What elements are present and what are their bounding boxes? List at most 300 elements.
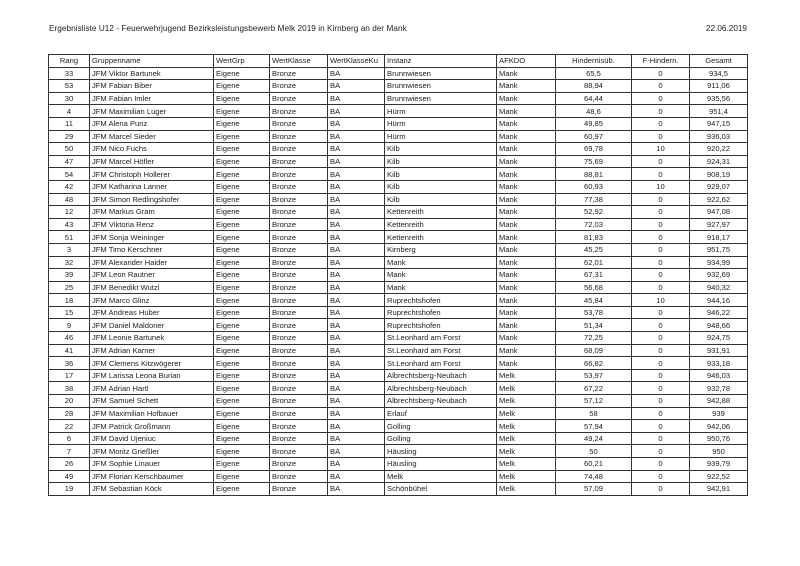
cell-gesamt: 934,5 — [690, 67, 748, 80]
cell-f-hindern: 0 — [632, 382, 690, 395]
cell-rang: 17 — [49, 369, 90, 382]
cell-wertgrp: Eigene — [214, 445, 270, 458]
cell-wertklasseku: BA — [328, 130, 385, 143]
cell-f-hindern: 0 — [632, 281, 690, 294]
cell-afkdo: Melk — [497, 407, 556, 420]
cell-f-hindern: 0 — [632, 407, 690, 420]
cell-afkdo: Mank — [497, 281, 556, 294]
cell-gesamt: 942,91 — [690, 483, 748, 496]
cell-wertgrp: Eigene — [214, 470, 270, 483]
cell-wertklasseku: BA — [328, 407, 385, 420]
cell-wertgrp: Eigene — [214, 105, 270, 118]
cell-hindernisueb: 52,92 — [556, 206, 632, 219]
cell-afkdo: Melk — [497, 432, 556, 445]
cell-wertklasse: Bronze — [270, 382, 328, 395]
cell-gruppenname: JFM Viktor Bartunek — [90, 67, 214, 80]
cell-gesamt: 950 — [690, 445, 748, 458]
cell-hindernisueb: 62,01 — [556, 256, 632, 269]
table-row — [49, 80, 748, 93]
cell-wertklasseku: BA — [328, 445, 385, 458]
table-row — [49, 382, 748, 395]
cell-hindernisueb: 69,78 — [556, 143, 632, 156]
cell-gruppenname: JFM Sonja Weininger — [90, 231, 214, 244]
col-wertklasse: WertKlasse — [270, 55, 328, 68]
cell-wertgrp: Eigene — [214, 256, 270, 269]
cell-wertklasseku: BA — [328, 105, 385, 118]
cell-wertklasseku: BA — [328, 67, 385, 80]
cell-wertklasseku: BA — [328, 92, 385, 105]
cell-f-hindern: 0 — [632, 395, 690, 408]
cell-gesamt: 942,88 — [690, 395, 748, 408]
cell-afkdo: Mank — [497, 243, 556, 256]
cell-wertklasseku: BA — [328, 281, 385, 294]
cell-hindernisueb: 51,34 — [556, 319, 632, 332]
cell-f-hindern: 0 — [632, 256, 690, 269]
cell-wertklasseku: BA — [328, 80, 385, 93]
cell-gruppenname: JFM Fabian Imler — [90, 92, 214, 105]
table-row — [49, 407, 748, 420]
cell-gruppenname: JFM Maximilian Hofbauer — [90, 407, 214, 420]
cell-instanz: Ruprechtshofen — [385, 294, 497, 307]
cell-rang: 20 — [49, 395, 90, 408]
cell-wertklasseku: BA — [328, 243, 385, 256]
cell-wertklasseku: BA — [328, 483, 385, 496]
table-row — [49, 294, 748, 307]
cell-gesamt: 950,76 — [690, 432, 748, 445]
table-row — [49, 180, 748, 193]
cell-gruppenname: JFM Daniel Maldoner — [90, 319, 214, 332]
cell-f-hindern: 10 — [632, 294, 690, 307]
cell-afkdo: Mank — [497, 294, 556, 307]
cell-instanz: St.Leonhard am Forst — [385, 332, 497, 345]
cell-wertklasse: Bronze — [270, 432, 328, 445]
cell-gruppenname: JFM Sebastian Köck — [90, 483, 214, 496]
cell-afkdo: Mank — [497, 357, 556, 370]
cell-f-hindern: 0 — [632, 344, 690, 357]
cell-f-hindern: 0 — [632, 369, 690, 382]
table-row — [49, 256, 748, 269]
cell-wertklasseku: BA — [328, 306, 385, 319]
cell-rang: 11 — [49, 117, 90, 130]
cell-gesamt: 944,16 — [690, 294, 748, 307]
cell-instanz: Albrechtsberg-Neubach — [385, 395, 497, 408]
cell-wertklasseku: BA — [328, 344, 385, 357]
cell-wertklasse: Bronze — [270, 218, 328, 231]
document-title: Ergebnisliste U12 - Feuerwehrjugend Bezirksleistungsbewerb Melk 2019 in Kirnberg an der Mank — [49, 24, 407, 33]
col-f-hindern: F-Hindern. — [632, 55, 690, 68]
cell-instanz: Kilb — [385, 193, 497, 206]
cell-instanz: St.Leonhard am Forst — [385, 357, 497, 370]
cell-gruppenname: JFM Markus Gram — [90, 206, 214, 219]
cell-gruppenname: JFM Katharina Lanner — [90, 180, 214, 193]
cell-gesamt: 929,07 — [690, 180, 748, 193]
cell-wertgrp: Eigene — [214, 67, 270, 80]
cell-afkdo: Mank — [497, 180, 556, 193]
table-row — [49, 344, 748, 357]
cell-wertgrp: Eigene — [214, 382, 270, 395]
cell-wertgrp: Eigene — [214, 483, 270, 496]
cell-gruppenname: JFM Timo Kerschner — [90, 243, 214, 256]
cell-rang: 38 — [49, 382, 90, 395]
cell-wertgrp: Eigene — [214, 130, 270, 143]
cell-f-hindern: 0 — [632, 306, 690, 319]
table-row — [49, 281, 748, 294]
table-row — [49, 432, 748, 445]
cell-wertgrp: Eigene — [214, 117, 270, 130]
cell-hindernisueb: 74,48 — [556, 470, 632, 483]
cell-wertklasse: Bronze — [270, 306, 328, 319]
cell-wertgrp: Eigene — [214, 206, 270, 219]
cell-rang: 39 — [49, 269, 90, 282]
cell-instanz: Hürm — [385, 105, 497, 118]
table-row — [49, 168, 748, 181]
cell-wertgrp: Eigene — [214, 344, 270, 357]
cell-gruppenname: JFM Marcel Sieder — [90, 130, 214, 143]
cell-rang: 15 — [49, 306, 90, 319]
cell-hindernisueb: 58 — [556, 407, 632, 420]
cell-wertgrp: Eigene — [214, 218, 270, 231]
cell-afkdo: Mank — [497, 193, 556, 206]
cell-f-hindern: 0 — [632, 67, 690, 80]
col-rang: Rang — [49, 55, 90, 68]
cell-wertklasseku: BA — [328, 231, 385, 244]
cell-wertgrp: Eigene — [214, 143, 270, 156]
cell-instanz: Brunnwiesen — [385, 67, 497, 80]
table-row — [49, 193, 748, 206]
cell-gruppenname: JFM Andreas Huber — [90, 306, 214, 319]
cell-wertgrp: Eigene — [214, 180, 270, 193]
table-row — [49, 420, 748, 433]
cell-f-hindern: 0 — [632, 105, 690, 118]
cell-wertklasse: Bronze — [270, 420, 328, 433]
cell-wertgrp: Eigene — [214, 155, 270, 168]
cell-wertklasse: Bronze — [270, 344, 328, 357]
cell-wertklasse: Bronze — [270, 143, 328, 156]
cell-gruppenname: JFM Alexander Haider — [90, 256, 214, 269]
cell-wertklasse: Bronze — [270, 80, 328, 93]
cell-instanz: Albrechtsberg-Neubach — [385, 369, 497, 382]
cell-wertgrp: Eigene — [214, 395, 270, 408]
cell-wertklasse: Bronze — [270, 470, 328, 483]
cell-instanz: Golling — [385, 420, 497, 433]
cell-wertklasseku: BA — [328, 155, 385, 168]
cell-wertklasse: Bronze — [270, 395, 328, 408]
cell-wertklasse: Bronze — [270, 92, 328, 105]
cell-wertgrp: Eigene — [214, 432, 270, 445]
cell-rang: 28 — [49, 407, 90, 420]
cell-gesamt: 924,75 — [690, 332, 748, 345]
cell-gesamt: 924,31 — [690, 155, 748, 168]
cell-hindernisueb: 88,81 — [556, 168, 632, 181]
cell-gruppenname: JFM Florian Kerschbaumer — [90, 470, 214, 483]
cell-hindernisueb: 64,44 — [556, 92, 632, 105]
cell-gruppenname: JFM Larissa Leona Burian — [90, 369, 214, 382]
cell-wertklasse: Bronze — [270, 281, 328, 294]
cell-f-hindern: 0 — [632, 130, 690, 143]
cell-gruppenname: JFM Christoph Hollerer — [90, 168, 214, 181]
cell-gesamt: 935,56 — [690, 92, 748, 105]
cell-gesamt: 922,62 — [690, 193, 748, 206]
cell-rang: 7 — [49, 445, 90, 458]
cell-f-hindern: 0 — [632, 155, 690, 168]
cell-instanz: Kettenreith — [385, 231, 497, 244]
cell-wertklasseku: BA — [328, 319, 385, 332]
cell-wertklasse: Bronze — [270, 483, 328, 496]
cell-hindernisueb: 57,94 — [556, 420, 632, 433]
cell-rang: 47 — [49, 155, 90, 168]
cell-hindernisueb: 67,22 — [556, 382, 632, 395]
cell-gruppenname: JFM Samuel Schett — [90, 395, 214, 408]
cell-wertklasse: Bronze — [270, 269, 328, 282]
cell-rang: 22 — [49, 420, 90, 433]
cell-instanz: Kettenreith — [385, 206, 497, 219]
cell-gesamt: 939 — [690, 407, 748, 420]
cell-wertklasse: Bronze — [270, 231, 328, 244]
table-row — [49, 130, 748, 143]
cell-hindernisueb: 88,94 — [556, 80, 632, 93]
cell-rang: 4 — [49, 105, 90, 118]
cell-hindernisueb: 72,25 — [556, 332, 632, 345]
cell-rang: 9 — [49, 319, 90, 332]
cell-hindernisueb: 45,84 — [556, 294, 632, 307]
cell-f-hindern: 0 — [632, 470, 690, 483]
cell-gruppenname: JFM Simon Redlingshofer — [90, 193, 214, 206]
cell-gesamt: 948,66 — [690, 319, 748, 332]
cell-f-hindern: 10 — [632, 180, 690, 193]
cell-hindernisueb: 77,38 — [556, 193, 632, 206]
cell-wertgrp: Eigene — [214, 369, 270, 382]
cell-rang: 54 — [49, 168, 90, 181]
cell-instanz: Melk — [385, 470, 497, 483]
cell-gesamt: 934,99 — [690, 256, 748, 269]
table-row — [49, 458, 748, 471]
cell-wertklasse: Bronze — [270, 206, 328, 219]
cell-f-hindern: 0 — [632, 432, 690, 445]
cell-instanz: Kilb — [385, 180, 497, 193]
cell-rang: 51 — [49, 231, 90, 244]
cell-wertgrp: Eigene — [214, 420, 270, 433]
cell-rang: 50 — [49, 143, 90, 156]
cell-wertgrp: Eigene — [214, 332, 270, 345]
cell-instanz: Schönbühel — [385, 483, 497, 496]
cell-instanz: Hürm — [385, 117, 497, 130]
cell-f-hindern: 0 — [632, 319, 690, 332]
cell-wertgrp: Eigene — [214, 319, 270, 332]
cell-gruppenname: JFM David Ujeniuc — [90, 432, 214, 445]
cell-f-hindern: 0 — [632, 231, 690, 244]
table-row — [49, 369, 748, 382]
table-row — [49, 117, 748, 130]
cell-instanz: Kilb — [385, 143, 497, 156]
cell-afkdo: Mank — [497, 130, 556, 143]
cell-f-hindern: 0 — [632, 80, 690, 93]
cell-wertklasse: Bronze — [270, 117, 328, 130]
cell-gruppenname: JFM Leonie Bartunek — [90, 332, 214, 345]
cell-rang: 12 — [49, 206, 90, 219]
cell-rang: 32 — [49, 256, 90, 269]
cell-afkdo: Mank — [497, 168, 556, 181]
cell-afkdo: Melk — [497, 420, 556, 433]
cell-hindernisueb: 60,93 — [556, 180, 632, 193]
cell-instanz: Golling — [385, 432, 497, 445]
col-gruppenname: Gruppenname — [90, 55, 214, 68]
cell-gesamt: 911,06 — [690, 80, 748, 93]
cell-instanz: Häusling — [385, 458, 497, 471]
cell-gruppenname: JFM Alena Punz — [90, 117, 214, 130]
cell-afkdo: Melk — [497, 470, 556, 483]
table-row — [49, 357, 748, 370]
cell-wertklasse: Bronze — [270, 168, 328, 181]
cell-wertklasse: Bronze — [270, 458, 328, 471]
cell-hindernisueb: 81,83 — [556, 231, 632, 244]
cell-gruppenname: JFM Maximilian Luger — [90, 105, 214, 118]
table-row — [49, 243, 748, 256]
cell-f-hindern: 0 — [632, 483, 690, 496]
cell-wertklasse: Bronze — [270, 357, 328, 370]
cell-hindernisueb: 68,09 — [556, 344, 632, 357]
table-row — [49, 231, 748, 244]
col-gesamt: Gesamt — [690, 55, 748, 68]
cell-gruppenname: JFM Patrick Großmann — [90, 420, 214, 433]
cell-wertklasseku: BA — [328, 458, 385, 471]
table-row — [49, 483, 748, 496]
cell-f-hindern: 0 — [632, 168, 690, 181]
cell-rang: 43 — [49, 218, 90, 231]
cell-afkdo: Melk — [497, 395, 556, 408]
cell-wertgrp: Eigene — [214, 80, 270, 93]
cell-hindernisueb: 53,97 — [556, 369, 632, 382]
cell-wertklasseku: BA — [328, 332, 385, 345]
cell-afkdo: Mank — [497, 92, 556, 105]
cell-afkdo: Melk — [497, 382, 556, 395]
cell-rang: 25 — [49, 281, 90, 294]
cell-hindernisueb: 72,03 — [556, 218, 632, 231]
cell-wertklasse: Bronze — [270, 332, 328, 345]
cell-hindernisueb: 57,12 — [556, 395, 632, 408]
cell-rang: 36 — [49, 357, 90, 370]
cell-afkdo: Mank — [497, 67, 556, 80]
cell-afkdo: Mank — [497, 206, 556, 219]
cell-gesamt: 942,06 — [690, 420, 748, 433]
cell-wertklasse: Bronze — [270, 445, 328, 458]
cell-gesamt: 939,79 — [690, 458, 748, 471]
cell-rang: 48 — [49, 193, 90, 206]
cell-wertklasseku: BA — [328, 420, 385, 433]
cell-gesamt: 932,78 — [690, 382, 748, 395]
cell-instanz: St.Leonhard am Forst — [385, 344, 497, 357]
cell-instanz: Kettenreith — [385, 218, 497, 231]
cell-afkdo: Mank — [497, 269, 556, 282]
cell-afkdo: Mank — [497, 306, 556, 319]
table-row — [49, 67, 748, 80]
cell-wertklasseku: BA — [328, 206, 385, 219]
cell-gesamt: 908,19 — [690, 168, 748, 181]
cell-wertklasse: Bronze — [270, 130, 328, 143]
cell-wertklasseku: BA — [328, 193, 385, 206]
cell-wertklasseku: BA — [328, 168, 385, 181]
cell-hindernisueb: 57,09 — [556, 483, 632, 496]
cell-gesamt: 927,97 — [690, 218, 748, 231]
cell-gruppenname: JFM Marco Glinz — [90, 294, 214, 307]
cell-f-hindern: 0 — [632, 218, 690, 231]
cell-wertklasseku: BA — [328, 256, 385, 269]
cell-wertklasse: Bronze — [270, 407, 328, 420]
cell-wertklasse: Bronze — [270, 243, 328, 256]
cell-hindernisueb: 60,21 — [556, 458, 632, 471]
cell-f-hindern: 0 — [632, 117, 690, 130]
table-row — [49, 143, 748, 156]
cell-f-hindern: 0 — [632, 445, 690, 458]
cell-hindernisueb: 67,31 — [556, 269, 632, 282]
cell-instanz: Erlauf — [385, 407, 497, 420]
cell-gesamt: 947,08 — [690, 206, 748, 219]
table-row — [49, 105, 748, 118]
cell-gesamt: 931,91 — [690, 344, 748, 357]
cell-wertklasse: Bronze — [270, 369, 328, 382]
cell-gruppenname: JFM Marcel Höfler — [90, 155, 214, 168]
cell-instanz: Albrechtsberg-Neubach — [385, 382, 497, 395]
cell-rang: 42 — [49, 180, 90, 193]
cell-hindernisueb: 49,85 — [556, 117, 632, 130]
table-row — [49, 155, 748, 168]
cell-gruppenname: JFM Nico Fuchs — [90, 143, 214, 156]
table-row — [49, 319, 748, 332]
cell-instanz: Brunnwiesen — [385, 92, 497, 105]
cell-wertgrp: Eigene — [214, 357, 270, 370]
cell-gesamt: 932,69 — [690, 269, 748, 282]
cell-afkdo: Mank — [497, 155, 556, 168]
table-row — [49, 332, 748, 345]
cell-rang: 33 — [49, 67, 90, 80]
cell-gruppenname: JFM Leon Rautner — [90, 269, 214, 282]
cell-wertklasseku: BA — [328, 269, 385, 282]
cell-gesamt: 951,4 — [690, 105, 748, 118]
cell-hindernisueb: 56,68 — [556, 281, 632, 294]
col-instanz: Instanz — [385, 55, 497, 68]
table-body — [49, 67, 748, 495]
cell-wertklasseku: BA — [328, 143, 385, 156]
cell-f-hindern: 0 — [632, 269, 690, 282]
cell-instanz: Mank — [385, 281, 497, 294]
table-row — [49, 269, 748, 282]
cell-gruppenname: JFM Adrian Hartl — [90, 382, 214, 395]
cell-hindernisueb: 49,24 — [556, 432, 632, 445]
cell-wertgrp: Eigene — [214, 168, 270, 181]
cell-gruppenname: JFM Moritz Grießler — [90, 445, 214, 458]
cell-wertklasseku: BA — [328, 432, 385, 445]
table-header-row — [49, 55, 748, 68]
cell-gesamt: 947,15 — [690, 117, 748, 130]
cell-instanz: Ruprechtshofen — [385, 319, 497, 332]
cell-rang: 18 — [49, 294, 90, 307]
cell-f-hindern: 10 — [632, 143, 690, 156]
cell-hindernisueb: 60,97 — [556, 130, 632, 143]
cell-rang: 49 — [49, 470, 90, 483]
cell-wertgrp: Eigene — [214, 269, 270, 282]
cell-wertklasseku: BA — [328, 470, 385, 483]
cell-wertklasse: Bronze — [270, 294, 328, 307]
cell-wertklasseku: BA — [328, 357, 385, 370]
cell-afkdo: Mank — [497, 332, 556, 345]
cell-instanz: Mank — [385, 256, 497, 269]
cell-afkdo: Mank — [497, 319, 556, 332]
cell-instanz: Häusling — [385, 445, 497, 458]
cell-gruppenname: JFM Clemens Kitzwögerer — [90, 357, 214, 370]
cell-hindernisueb: 50 — [556, 445, 632, 458]
cell-wertklasse: Bronze — [270, 105, 328, 118]
cell-wertklasse: Bronze — [270, 319, 328, 332]
cell-wertklasseku: BA — [328, 395, 385, 408]
